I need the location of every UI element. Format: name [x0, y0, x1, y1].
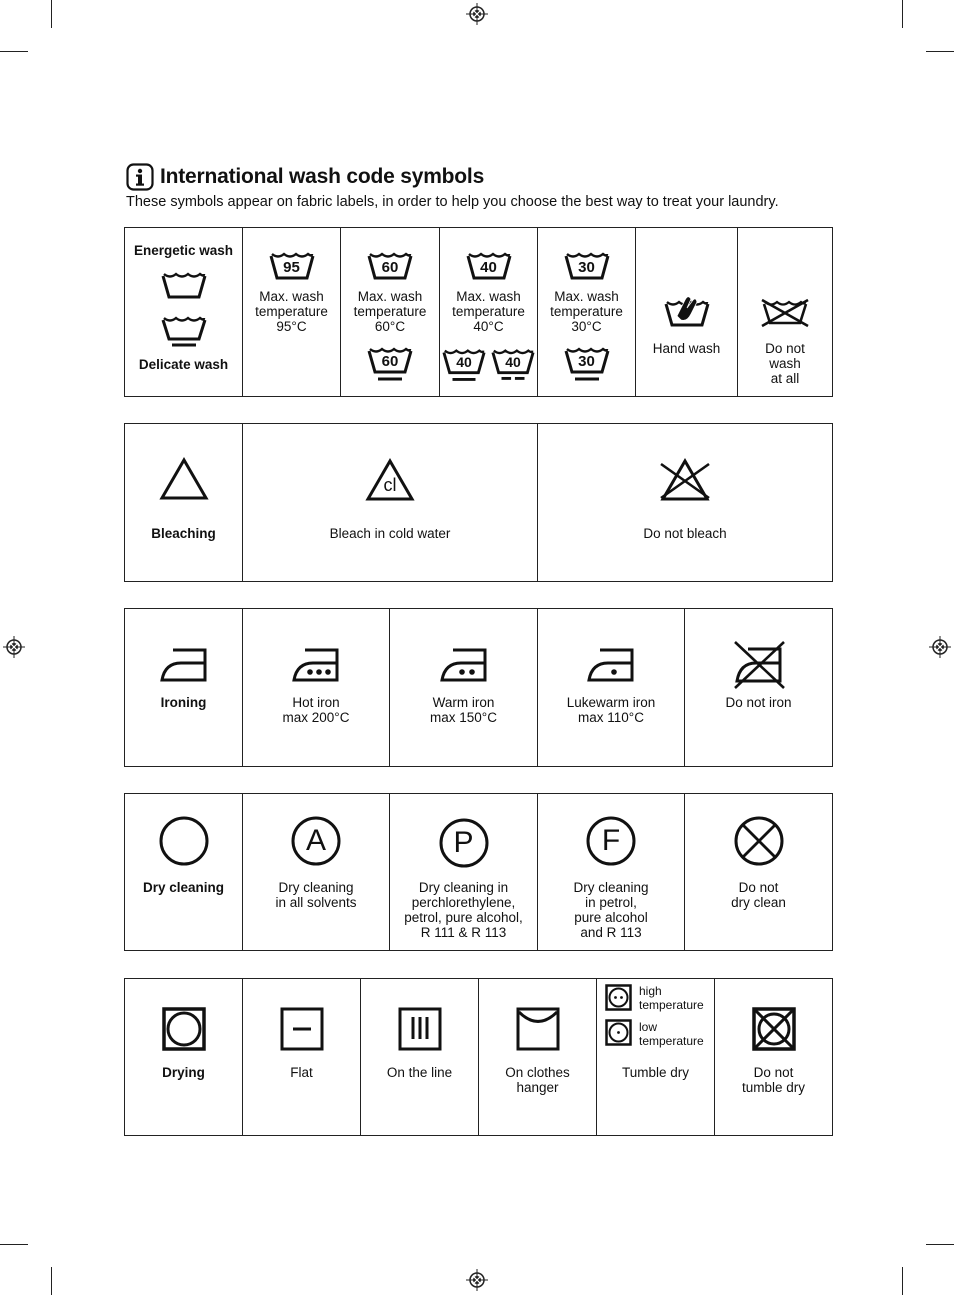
wash-30-icon — [563, 250, 611, 282]
cell-tumble — [597, 979, 715, 1136]
cell-wash-95 — [243, 228, 341, 397]
wash-60-delicate-icon — [366, 345, 414, 383]
wash-60-icon — [366, 250, 414, 282]
dry-flat-label: Flat — [290, 1065, 313, 1080]
do-not-iron-label: Do not iron — [725, 695, 792, 710]
info-icon — [126, 163, 154, 191]
crop-mark — [926, 1244, 954, 1245]
wash-40-very-delicate-icon — [490, 346, 536, 384]
hanger-dry-icon — [516, 1007, 560, 1051]
dry-clean-a-icon — [290, 815, 342, 867]
dry-cleaning-label: Dry cleaning — [142, 880, 225, 895]
wash-temp-number: 95 — [283, 259, 300, 276]
dry-clean-circle-icon — [158, 815, 210, 867]
cell-no-iron — [685, 609, 833, 767]
cell-line — [361, 979, 479, 1136]
registration-mark-icon — [929, 636, 951, 658]
do-not-iron-icon — [731, 639, 787, 691]
cell-lukewarm-iron — [538, 609, 685, 767]
wash-temp-number: 30 — [578, 353, 595, 370]
hot-iron-icon — [291, 645, 341, 683]
ironing-label: Ironing — [160, 695, 207, 710]
dry-clean-letter: A — [305, 824, 326, 857]
cell-no-wash — [738, 228, 833, 397]
dry-flat-icon — [280, 1007, 324, 1051]
cell-hand-wash — [636, 228, 738, 397]
wash-40-icon — [465, 250, 513, 282]
low-temp-label: low temperature — [639, 1020, 704, 1048]
cell-wash-60 — [341, 228, 440, 397]
lukewarm-iron-icon — [586, 645, 636, 683]
hot-iron-label: Hot iron max 200°C — [282, 695, 350, 725]
cell-dry-clean-petrol — [538, 794, 685, 951]
bleach-cold-icon — [365, 458, 415, 502]
wash-temp-number: 40 — [480, 259, 497, 276]
wash-30-delicate-icon — [563, 345, 611, 383]
do-not-wash-label: Do not wash at all — [765, 341, 805, 386]
cell-flat — [243, 979, 361, 1136]
crop-mark — [902, 1267, 903, 1295]
iron-icon — [159, 645, 209, 683]
warm-iron-icon — [439, 645, 489, 683]
drying-table — [124, 978, 833, 1136]
do-not-bleach-label: Do not bleach — [643, 526, 727, 541]
cell-wash-40 — [440, 228, 538, 397]
cell-hanger — [479, 979, 597, 1136]
bleaching-triangle-icon — [159, 457, 209, 501]
wash-40-label: Max. wash temperature 40°C — [452, 289, 525, 334]
dry-clean-p-icon — [438, 817, 490, 869]
cell-energetic-delicate — [125, 228, 243, 397]
hanger-dry-label: On clothes hanger — [505, 1065, 570, 1095]
wash-60-label: Max. wash temperature 60°C — [353, 289, 427, 334]
do-not-dry-clean-icon — [733, 815, 785, 867]
cell-no-tumble — [715, 979, 833, 1136]
do-not-dry-clean-label: Do not dry clean — [731, 880, 786, 910]
do-not-wash-icon — [759, 298, 811, 328]
dry-clean-petrol-label: Dry cleaning in petrol, pure alcohol and R 113 — [573, 880, 649, 940]
crop-mark — [0, 51, 28, 52]
dry-clean-letter: F — [601, 824, 621, 857]
washing-table — [124, 227, 833, 397]
delicate-wash-icon — [160, 314, 208, 348]
high-temp-label: high temperature — [639, 984, 704, 1012]
delicate-wash-label: Delicate wash — [138, 357, 229, 372]
crop-mark — [926, 51, 954, 52]
crop-mark — [51, 1267, 52, 1295]
wash-95-label: Max. wash temperature 95°C — [255, 289, 328, 334]
cell-dry-cleaning — [125, 794, 243, 951]
do-not-bleach-icon — [658, 458, 712, 502]
dry-clean-letter: P — [453, 826, 474, 859]
cell-warm-iron — [390, 609, 538, 767]
drying-label: Drying — [162, 1065, 205, 1080]
crop-mark — [902, 0, 903, 28]
dry-cleaning-table — [124, 793, 833, 951]
energetic-wash-label: Energetic wash — [133, 243, 234, 258]
do-not-tumble-dry-icon — [752, 1007, 796, 1051]
cell-bleaching — [125, 424, 243, 582]
page-subtitle: These symbols appear on fabric labels, in order to help you choose the best way to treat your laundry. — [126, 194, 779, 210]
cell-no-bleach — [538, 424, 833, 582]
cell-dry-clean-all — [243, 794, 390, 951]
ironing-table — [124, 608, 833, 767]
chlorine-mark: cl — [383, 475, 397, 495]
dry-clean-f-icon — [585, 815, 637, 867]
warm-iron-label: Warm iron max 150°C — [430, 695, 497, 725]
tumble-high-icon — [605, 984, 632, 1011]
cell-drying — [125, 979, 243, 1136]
wash-temp-number: 60 — [381, 353, 399, 370]
cell-ironing — [125, 609, 243, 767]
bleaching-table — [124, 423, 833, 582]
dry-clean-perchlor-label: Dry cleaning in perchlorethylene, petrol, pure alcohol, R 111 & R 113 — [404, 880, 523, 940]
bleach-cold-label: Bleach in cold water — [329, 526, 451, 541]
page-title: International wash code symbols — [160, 165, 485, 188]
energetic-wash-icon — [160, 270, 208, 300]
section-heading — [126, 162, 484, 192]
registration-mark-icon — [3, 636, 25, 658]
lukewarm-iron-label: Lukewarm iron max 110°C — [566, 695, 656, 725]
cell-no-dry-clean — [685, 794, 833, 951]
tumble-low-icon — [605, 1019, 632, 1046]
cell-bleach-cold — [243, 424, 538, 582]
wash-temp-number: 30 — [578, 259, 595, 276]
cell-wash-30 — [538, 228, 636, 397]
registration-mark-icon — [466, 3, 488, 25]
bleaching-label: Bleaching — [151, 526, 216, 541]
line-dry-label: On the line — [386, 1065, 453, 1080]
dry-clean-all-label: Dry cleaning in all solvents — [275, 880, 357, 910]
tumble-dry-label: Tumble dry — [621, 1065, 690, 1080]
hand-wash-label: Hand wash — [652, 341, 721, 356]
registration-mark-icon — [466, 1269, 488, 1291]
wash-40-delicate-icon — [441, 346, 487, 384]
drying-icon — [162, 1007, 206, 1051]
wash-30-label: Max. wash temperature 30°C — [550, 289, 623, 334]
wash-temp-number: 40 — [456, 354, 472, 370]
cell-hot-iron — [243, 609, 390, 767]
hand-wash-icon — [663, 290, 711, 330]
crop-mark — [0, 1244, 28, 1245]
wash-95-icon — [268, 250, 316, 282]
cell-dry-clean-perchlor — [390, 794, 538, 951]
line-dry-icon — [398, 1007, 442, 1051]
wash-temp-number: 60 — [381, 259, 399, 276]
wash-temp-number: 40 — [505, 354, 521, 370]
do-not-tumble-dry-label: Do not tumble dry — [741, 1065, 806, 1095]
crop-mark — [51, 0, 52, 28]
